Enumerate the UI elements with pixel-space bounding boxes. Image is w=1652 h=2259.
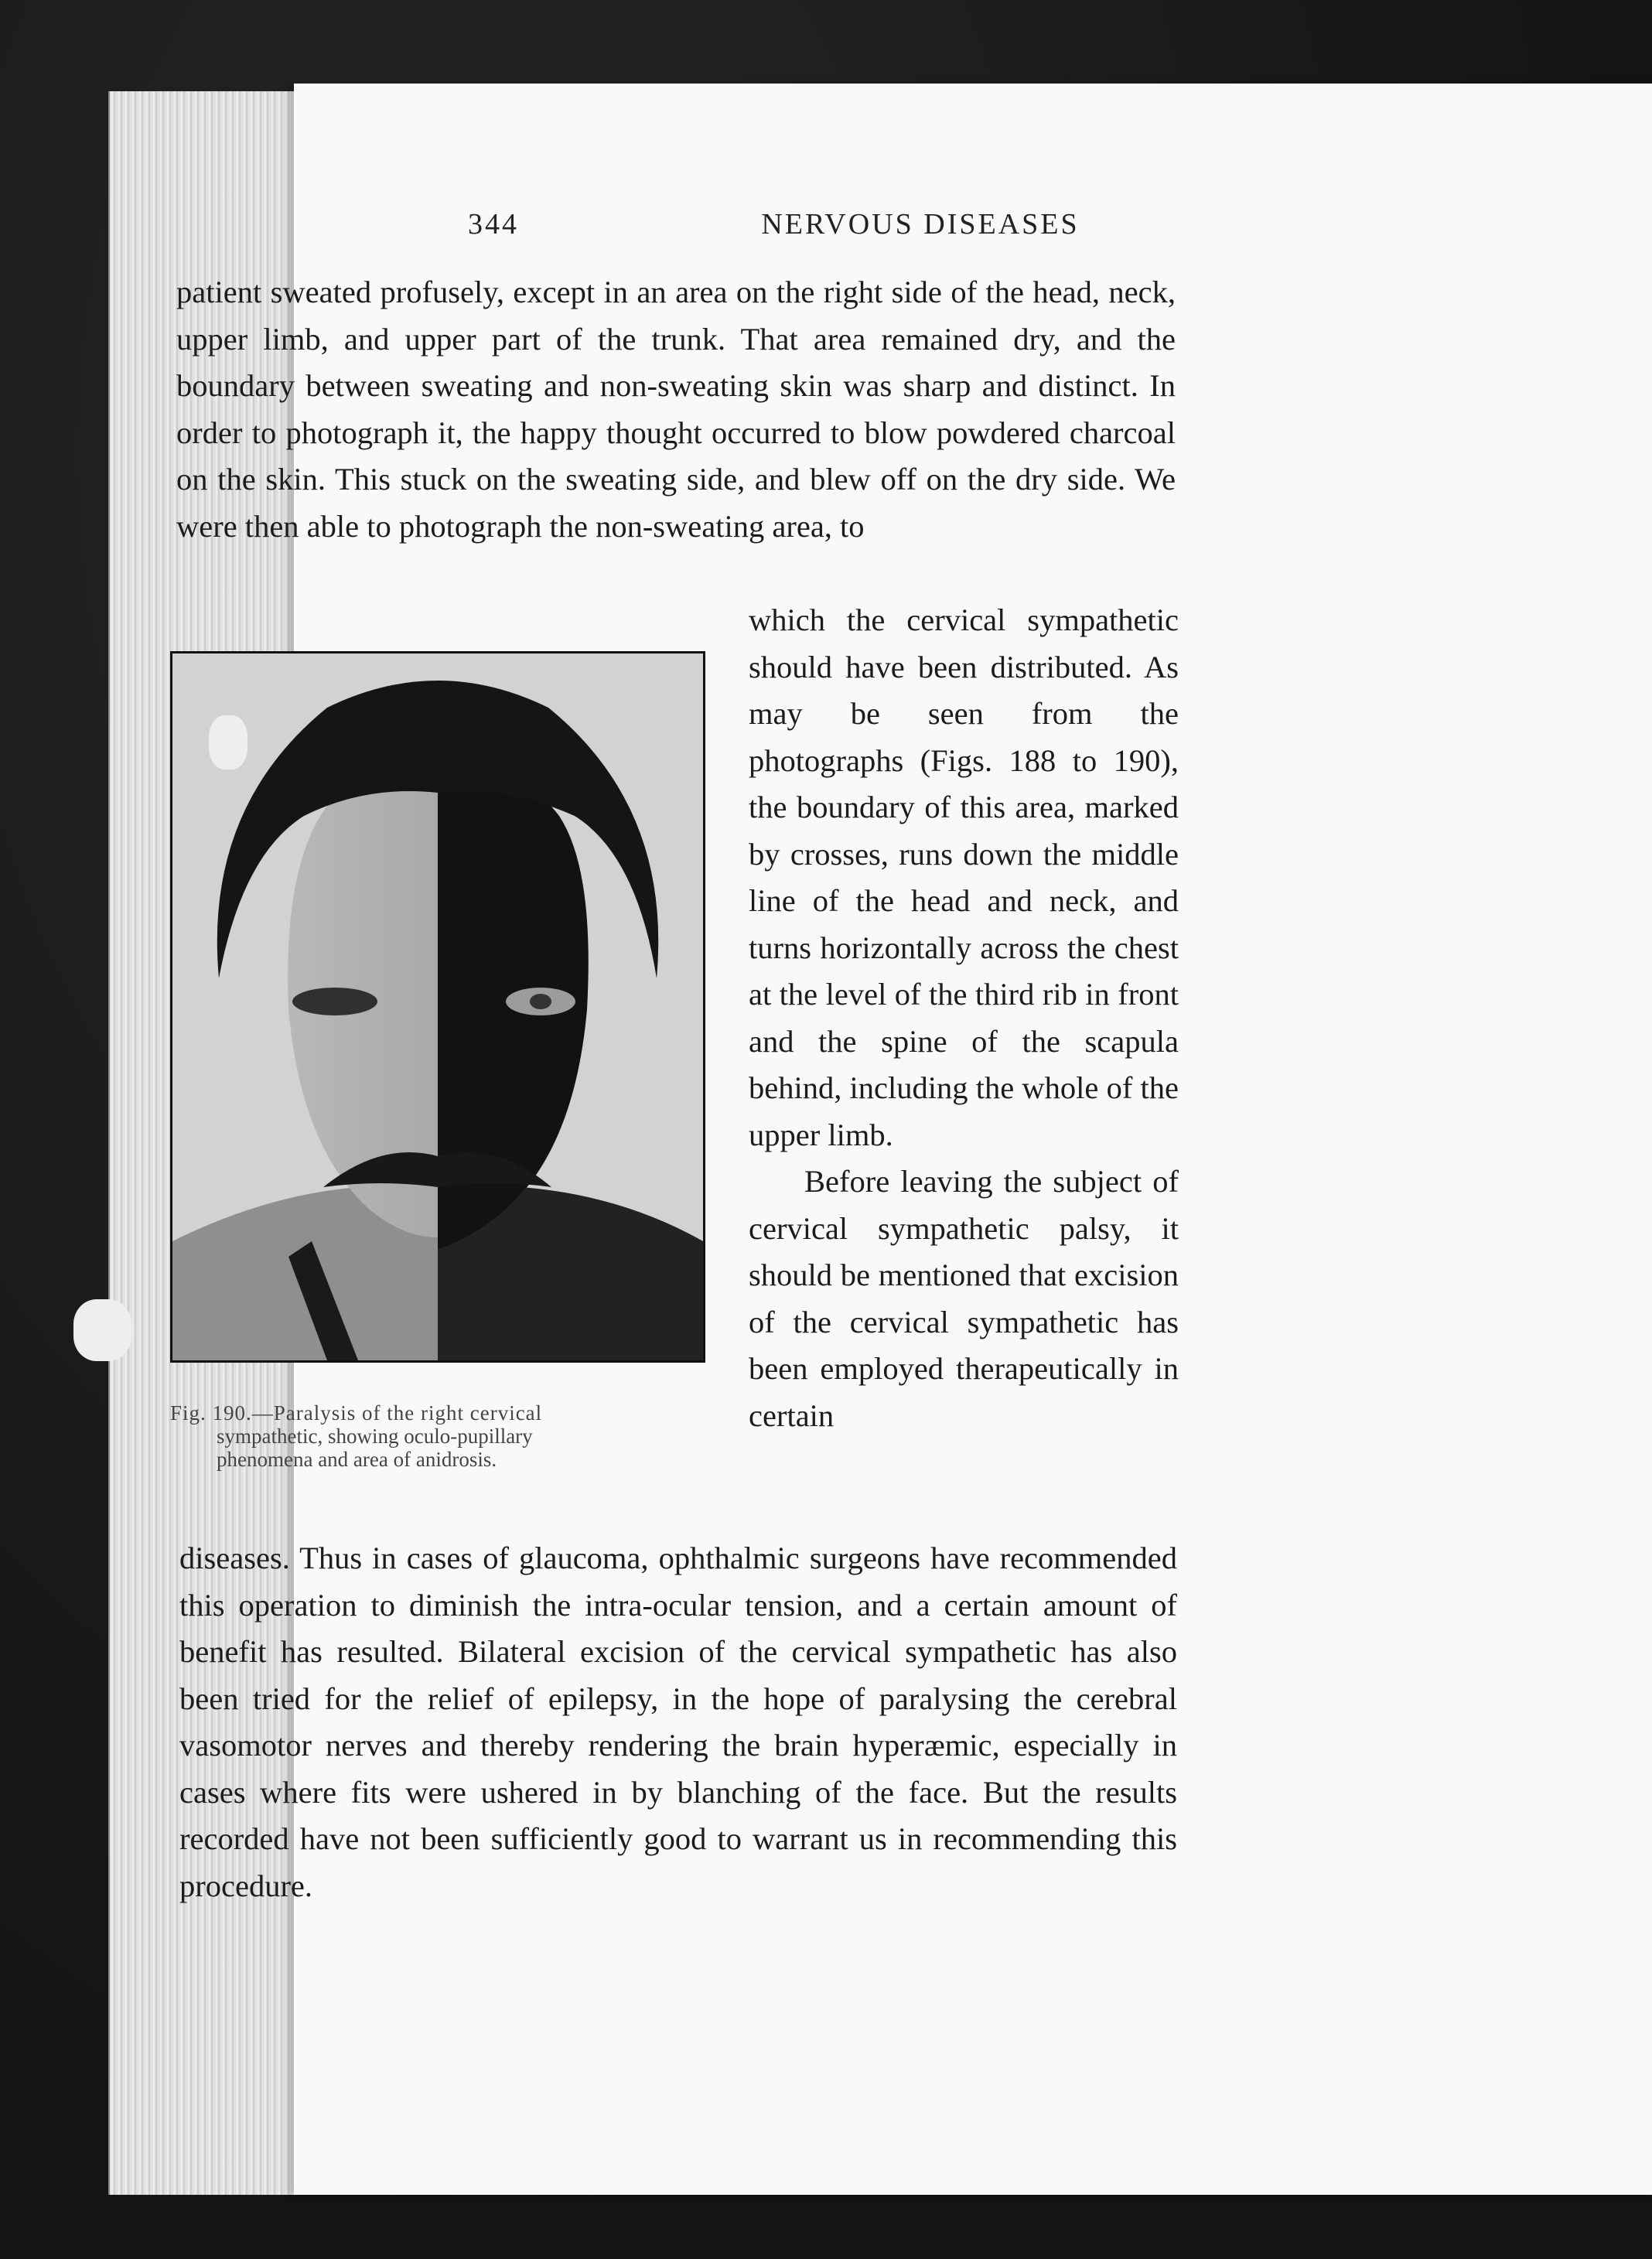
scan-speck — [209, 715, 247, 769]
paragraph-top-text: patient sweated profusely, except in an area on the right side of the head, neck, upper limb, and upper part of the trunk. That area remained dry, and the boundary between sweating and non-sweating skin was sharp and distinct. In order to photograph it, the happy thought occurred to blow powdered charcoal on the skin. This stuck on the sweating side, and blew off on the dry side. We were then able to photograph the non-sweating area, to — [176, 275, 1176, 544]
face-photo-image — [172, 653, 703, 1360]
figure-caption-line-2: sympathetic, showing oculo-pupillary — [217, 1425, 533, 1448]
figure-caption-line-1: Fig. 190.—Paralysis of the right cervical — [170, 1401, 543, 1425]
page-header — [468, 207, 1652, 254]
paragraph-top — [176, 269, 1176, 550]
side-column — [749, 597, 1179, 1439]
figure-photograph — [170, 651, 705, 1363]
paragraph-bottom-text: diseases. Thus in cases of glaucoma, ophthalmic surgeons have recommended this operation to diminish the intra-ocular tension, and a certain amount of benefit has resulted. Bilateral excision of the cervical sympathetic has also been tried for the relief of epilepsy, in the hope of paralysing the cerebral vasomotor nerves and thereby rendering the brain hyperæmic, especially in cases where fits were ushered in by blanching of the face. But the results recorded have not been sufficiently good to warrant us in recommending this procedure. — [179, 1541, 1177, 1903]
page-number: 344 — [468, 208, 519, 241]
figure-caption — [170, 1401, 712, 1471]
figure-caption-line-3: phenomena and area of anidrosis. — [217, 1448, 497, 1471]
running-title: NERVOUS DISEASES — [761, 208, 1080, 241]
paragraph-side-2: Before leaving the subject of cervical sympathetic palsy, it should be mentioned that excision of the cervical sympathetic has been employed therapeutically in certain — [749, 1164, 1179, 1433]
scan-speck — [73, 1299, 131, 1361]
paragraph-bottom — [179, 1535, 1177, 1909]
paragraph-side-1: which the cervical sympathetic should have been distributed. As may be seen from the photographs (Figs. 188 to 190), the boundary of this area, marked by crosses, runs down the middle line of the head and neck, and turns horizontally across the chest at the level of the third rib in front and the spine of the scapula behind, including the whole of the upper limb. — [749, 602, 1179, 1152]
